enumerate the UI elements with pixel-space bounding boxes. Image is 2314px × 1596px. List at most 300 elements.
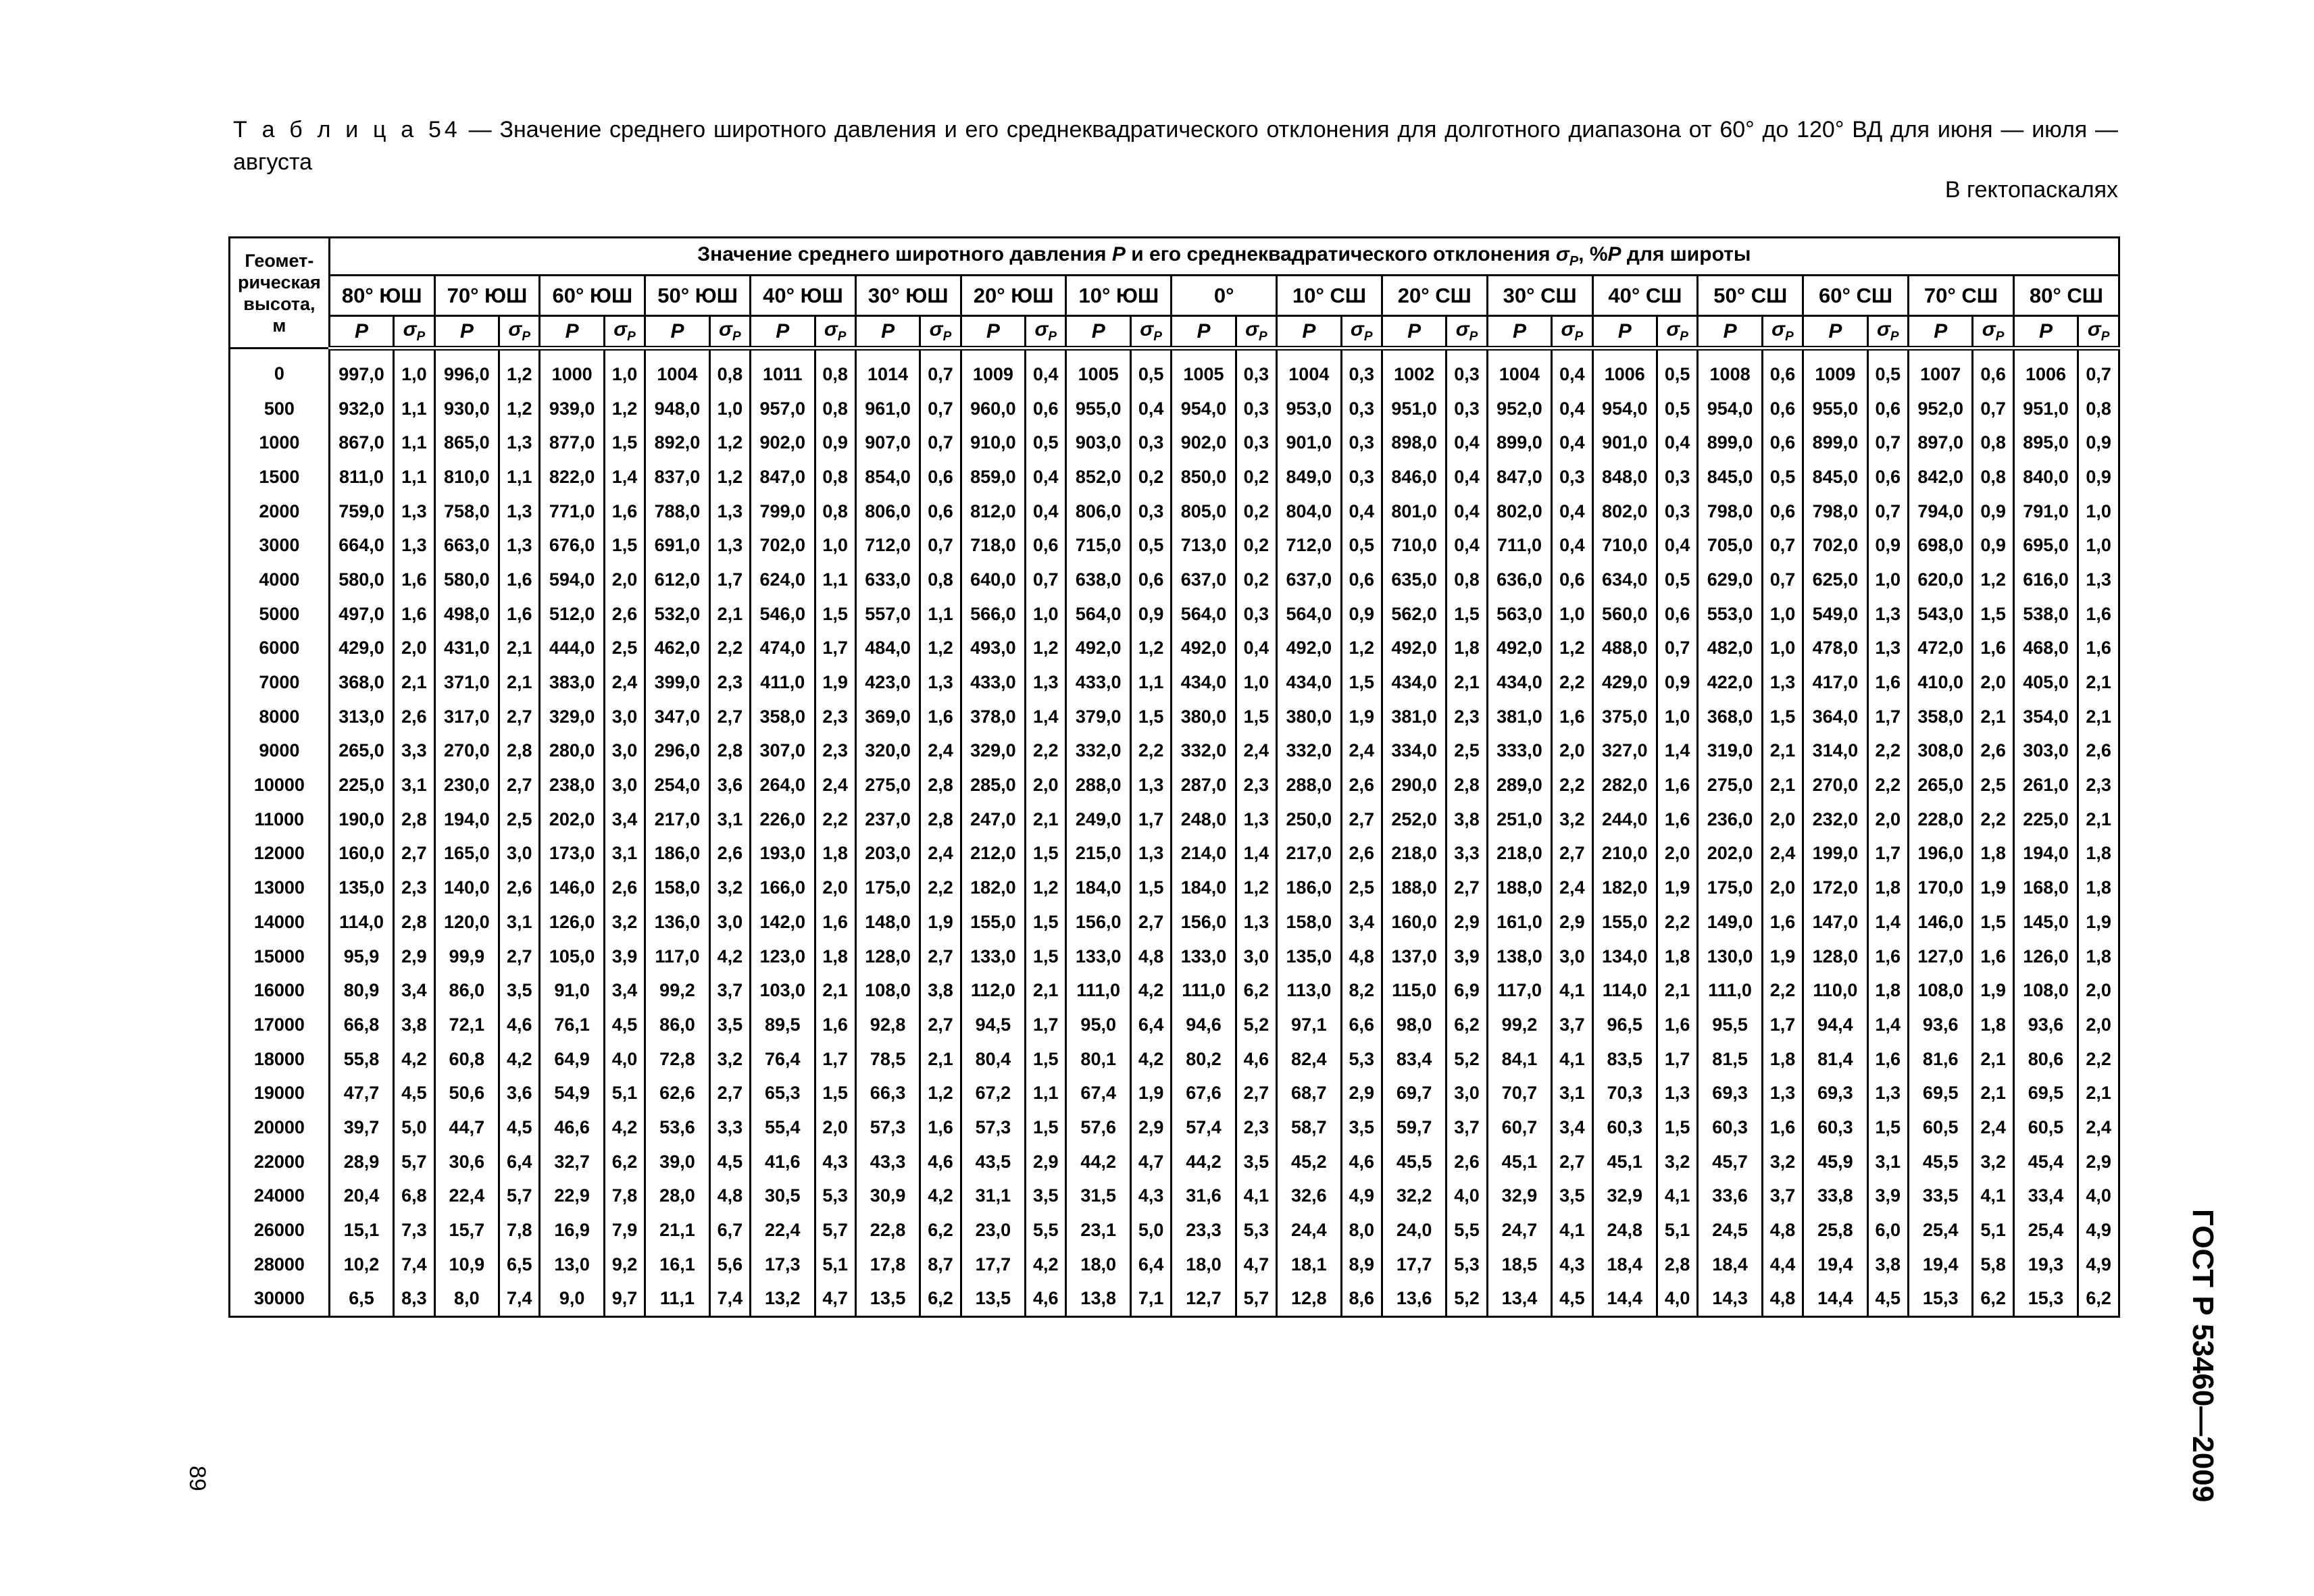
sigma-cell: 2,3 — [394, 871, 434, 905]
pressure-cell: 99,9 — [434, 939, 499, 974]
sigma-cell: 5,3 — [1447, 1247, 1487, 1282]
pressure-cell: 317,0 — [434, 700, 499, 734]
sigma-cell: 2,2 — [1973, 802, 2013, 837]
sigma-cell: 1,9 — [2078, 905, 2119, 939]
pressure-cell: 840,0 — [2013, 460, 2078, 494]
sigma-cell: 1,6 — [394, 563, 434, 597]
pressure-cell: 845,0 — [1803, 460, 1868, 494]
latitude-header: 60° ЮШ — [540, 276, 645, 316]
pressure-cell: 113,0 — [1277, 973, 1342, 1008]
pressure-cell: 433,0 — [961, 665, 1026, 700]
p-symbol-header: P — [1066, 316, 1131, 349]
pressure-cell: 165,0 — [434, 837, 499, 871]
pressure-cell: 60,3 — [1698, 1110, 1763, 1145]
pressure-cell: 218,0 — [1382, 837, 1447, 871]
p-symbol-header: P — [1908, 316, 1973, 349]
pressure-cell: 160,0 — [329, 837, 394, 871]
sigma-cell: 0,6 — [920, 460, 961, 494]
pressure-cell: 60,5 — [2013, 1110, 2078, 1145]
pressure-cell: 1006 — [2013, 349, 2078, 392]
pressure-cell: 126,0 — [2013, 939, 2078, 974]
pressure-cell: 175,0 — [855, 871, 920, 905]
pressure-cell: 635,0 — [1382, 563, 1447, 597]
sigma-cell: 0,6 — [1341, 563, 1382, 597]
pressure-cell: 492,0 — [1066, 632, 1131, 666]
sigma-cell: 0,8 — [2078, 392, 2119, 426]
table-row — [230, 1213, 2119, 1247]
pressure-cell: 788,0 — [645, 494, 710, 529]
pressure-cell: 859,0 — [961, 460, 1026, 494]
sigma-symbol-header: $\sigma_P$ — [1026, 316, 1066, 349]
pressure-cell: 186,0 — [1277, 871, 1342, 905]
height-cell: 16000 — [230, 973, 330, 1008]
table-row — [230, 1282, 2119, 1317]
pressure-cell: 225,0 — [2013, 802, 2078, 837]
document-code: ГОСТ Р 53460—2009 — [2186, 1209, 2219, 1503]
sigma-cell: 8,6 — [1341, 1282, 1382, 1317]
sigma-cell: 4,2 — [920, 1179, 961, 1214]
sigma-cell: 0,4 — [1657, 528, 1698, 563]
pressure-cell: 45,9 — [1803, 1145, 1868, 1179]
table-row — [230, 837, 2119, 871]
sigma-cell: 5,1 — [604, 1076, 645, 1110]
pressure-cell: 637,0 — [1172, 563, 1236, 597]
sigma-cell: 4,6 — [920, 1145, 961, 1179]
pressure-cell: 59,7 — [1382, 1110, 1447, 1145]
sigma-cell: 2,7 — [1552, 837, 1592, 871]
pressure-cell: 1009 — [1803, 349, 1868, 392]
pressure-cell: 371,0 — [434, 665, 499, 700]
sigma-cell: 1,7 — [815, 1042, 855, 1077]
pressure-cell: 95,0 — [1066, 1008, 1131, 1042]
sigma-cell: 5,3 — [1236, 1213, 1276, 1247]
sigma-cell: 4,4 — [1762, 1247, 1803, 1282]
pressure-cell: 332,0 — [1172, 734, 1236, 769]
sigma-cell: 3,7 — [1447, 1110, 1487, 1145]
sigma-cell: 1,3 — [709, 528, 750, 563]
sigma-cell: 0,8 — [815, 392, 855, 426]
pressure-cell: 30,5 — [751, 1179, 815, 1214]
sigma-cell: 0,3 — [1130, 426, 1171, 460]
pressure-cell: 431,0 — [434, 632, 499, 666]
pressure-cell: 215,0 — [1066, 837, 1131, 871]
pressure-cell: 31,1 — [961, 1179, 1026, 1214]
sigma-cell: 3,9 — [1447, 939, 1487, 974]
sigma-cell: 3,0 — [709, 905, 750, 939]
sigma-cell: 0,6 — [1552, 563, 1592, 597]
pressure-cell: 303,0 — [2013, 734, 2078, 769]
sigma-cell: 5,7 — [1236, 1282, 1276, 1317]
sigma-cell: 6,2 — [1236, 973, 1276, 1008]
table-caption — [233, 113, 2118, 178]
height-column-header: Геомет- рическая высота, м — [230, 238, 330, 349]
sigma-cell: 1,9 — [920, 905, 961, 939]
sigma-cell: 4,9 — [2078, 1247, 2119, 1282]
latitude-header: 50° ЮШ — [645, 276, 751, 316]
sigma-cell: 2,6 — [604, 871, 645, 905]
pressure-cell: 248,0 — [1172, 802, 1236, 837]
pressure-cell: 44,7 — [434, 1110, 499, 1145]
sigma-cell: 1,6 — [604, 494, 645, 529]
pressure-cell: 902,0 — [1172, 426, 1236, 460]
sigma-cell: 6,8 — [394, 1179, 434, 1214]
sigma-cell: 3,6 — [499, 1076, 540, 1110]
sigma-cell: 2,0 — [1657, 837, 1698, 871]
sigma-cell: 1,2 — [709, 460, 750, 494]
pressure-cell: 478,0 — [1803, 632, 1868, 666]
sigma-cell: 7,4 — [499, 1282, 540, 1317]
sigma-cell: 4,3 — [1130, 1179, 1171, 1214]
sigma-cell: 1,0 — [1762, 632, 1803, 666]
pressure-cell: 877,0 — [540, 426, 605, 460]
sigma-cell: 4,7 — [1130, 1145, 1171, 1179]
height-cell: 24000 — [230, 1179, 330, 1214]
pressure-cell: 952,0 — [1487, 392, 1552, 426]
pressure-cell: 492,0 — [1487, 632, 1552, 666]
pressure-cell: 32,9 — [1487, 1179, 1552, 1214]
p-symbol-header: P — [961, 316, 1026, 349]
sigma-cell: 2,1 — [1762, 768, 1803, 802]
sigma-cell: 2,0 — [2078, 1008, 2119, 1042]
sigma-cell: 3,5 — [1026, 1179, 1066, 1214]
sigma-cell: 2,7 — [709, 1076, 750, 1110]
sigma-cell: 0,7 — [1867, 494, 1908, 529]
pressure-cell: 62,6 — [645, 1076, 710, 1110]
pressure-cell: 175,0 — [1698, 871, 1763, 905]
sigma-cell: 0,5 — [1657, 392, 1698, 426]
pressure-cell: 1014 — [855, 349, 920, 392]
pressure-cell: 1011 — [751, 349, 815, 392]
pressure-cell: 17,7 — [961, 1247, 1026, 1282]
sigma-cell: 0,9 — [1341, 597, 1382, 632]
height-cell: 9000 — [230, 734, 330, 769]
pressure-cell: 638,0 — [1066, 563, 1131, 597]
height-cell: 0 — [230, 349, 330, 392]
pressure-cell: 901,0 — [1277, 426, 1342, 460]
sigma-cell: 6,4 — [499, 1145, 540, 1179]
table-body — [230, 349, 2119, 1317]
pressure-cell: 80,9 — [329, 973, 394, 1008]
pressure-cell: 319,0 — [1698, 734, 1763, 769]
pressure-cell: 69,5 — [2013, 1076, 2078, 1110]
pressure-cell: 563,0 — [1487, 597, 1552, 632]
pressure-cell: 45,5 — [1382, 1145, 1447, 1179]
sigma-cell: 7,9 — [604, 1213, 645, 1247]
pressure-cell: 155,0 — [961, 905, 1026, 939]
pressure-cell: 133,0 — [961, 939, 1026, 974]
pressure-cell: 114,0 — [329, 905, 394, 939]
values-group-header: Значение среднего широтного давления P и его среднеквадратического отклонения $\sigma_P$, %P для широты — [329, 238, 2119, 276]
latitude-header: 10° ЮШ — [1066, 276, 1172, 316]
pressure-cell: 280,0 — [540, 734, 605, 769]
sigma-cell: 3,0 — [604, 700, 645, 734]
pressure-cell: 951,0 — [1382, 392, 1447, 426]
sigma-cell: 4,2 — [709, 939, 750, 974]
sigma-cell: 2,9 — [1130, 1110, 1171, 1145]
pressure-cell: 94,6 — [1172, 1008, 1236, 1042]
sigma-cell: 2,0 — [1026, 768, 1066, 802]
pressure-cell: 612,0 — [645, 563, 710, 597]
height-cell: 11000 — [230, 802, 330, 837]
sigma-cell: 4,5 — [1552, 1282, 1592, 1317]
pressure-cell: 15,7 — [434, 1213, 499, 1247]
pressure-cell: 307,0 — [751, 734, 815, 769]
pressure-cell: 22,4 — [434, 1179, 499, 1214]
sigma-cell: 4,1 — [1657, 1179, 1698, 1214]
sigma-cell: 2,0 — [1867, 802, 1908, 837]
pressure-cell: 810,0 — [434, 460, 499, 494]
pressure-cell: 1005 — [1066, 349, 1131, 392]
pressure-cell: 718,0 — [961, 528, 1026, 563]
sigma-cell: 3,7 — [1762, 1179, 1803, 1214]
latitude-header: 30° ЮШ — [855, 276, 961, 316]
sigma-cell: 1,2 — [709, 426, 750, 460]
height-cell: 500 — [230, 392, 330, 426]
sigma-cell: 8,7 — [920, 1247, 961, 1282]
pressure-cell: 33,4 — [2013, 1179, 2078, 1214]
pressure-cell: 217,0 — [645, 802, 710, 837]
pressure-cell: 13,2 — [751, 1282, 815, 1317]
pressure-cell: 375,0 — [1592, 700, 1657, 734]
sigma-cell: 2,0 — [1762, 871, 1803, 905]
sigma-cell: 0,9 — [1973, 528, 2013, 563]
pressure-cell: 691,0 — [645, 528, 710, 563]
sigma-cell: 4,5 — [604, 1008, 645, 1042]
sigma-cell: 1,1 — [815, 563, 855, 597]
table-row — [230, 802, 2119, 837]
table-row — [230, 1042, 2119, 1077]
pressure-cell: 22,9 — [540, 1179, 605, 1214]
pressure-cell: 11,1 — [645, 1282, 710, 1317]
sigma-cell: 6,2 — [1447, 1008, 1487, 1042]
sigma-symbol-header: $\sigma_P$ — [1552, 316, 1592, 349]
pressure-cell: 334,0 — [1382, 734, 1447, 769]
pressure-cell: 264,0 — [751, 768, 815, 802]
pressure-cell: 952,0 — [1908, 392, 1973, 426]
sigma-cell: 1,3 — [394, 528, 434, 563]
sigma-cell: 3,2 — [604, 905, 645, 939]
pressure-cell: 30,9 — [855, 1179, 920, 1214]
sigma-cell: 0,5 — [1867, 349, 1908, 392]
height-cell: 13000 — [230, 871, 330, 905]
sigma-cell: 2,0 — [2078, 973, 2119, 1008]
pressure-cell: 86,0 — [434, 973, 499, 1008]
pressure-cell: 594,0 — [540, 563, 605, 597]
sigma-cell: 2,2 — [1762, 973, 1803, 1008]
sigma-cell: 8,3 — [394, 1282, 434, 1317]
pressure-cell: 852,0 — [1066, 460, 1131, 494]
pressure-cell: 24,7 — [1487, 1213, 1552, 1247]
pressure-cell: 238,0 — [540, 768, 605, 802]
pressure-cell: 60,8 — [434, 1042, 499, 1077]
sigma-cell: 2,9 — [1341, 1076, 1382, 1110]
sigma-cell: 0,3 — [1341, 349, 1382, 392]
pressure-cell: 1005 — [1172, 349, 1236, 392]
sigma-cell: 2,4 — [1236, 734, 1276, 769]
sigma-cell: 2,7 — [920, 1008, 961, 1042]
pressure-cell: 275,0 — [1698, 768, 1763, 802]
sigma-cell: 2,6 — [394, 700, 434, 734]
pressure-cell: 95,5 — [1698, 1008, 1763, 1042]
sigma-cell: 2,9 — [1552, 905, 1592, 939]
sigma-symbol-header: $\sigma_P$ — [1236, 316, 1276, 349]
pressure-cell: 492,0 — [1382, 632, 1447, 666]
pressure-cell: 182,0 — [1592, 871, 1657, 905]
pressure-cell: 771,0 — [540, 494, 605, 529]
pressure-cell: 44,2 — [1172, 1145, 1236, 1179]
sigma-cell: 2,2 — [1552, 768, 1592, 802]
pressure-cell: 91,0 — [540, 973, 605, 1008]
sigma-cell: 2,2 — [815, 802, 855, 837]
pressure-cell: 629,0 — [1698, 563, 1763, 597]
pressure-cell: 230,0 — [434, 768, 499, 802]
pressure-cell: 57,3 — [961, 1110, 1026, 1145]
pressure-cell: 410,0 — [1908, 665, 1973, 700]
sigma-cell: 0,7 — [1867, 426, 1908, 460]
pressure-cell: 405,0 — [2013, 665, 2078, 700]
sigma-cell: 2,7 — [1341, 802, 1382, 837]
sigma-cell: 1,2 — [920, 632, 961, 666]
latitude-header: 40° ЮШ — [751, 276, 856, 316]
latitude-header: 20° СШ — [1382, 276, 1487, 316]
pressure-cell: 354,0 — [2013, 700, 2078, 734]
sigma-cell: 0,6 — [1762, 494, 1803, 529]
sigma-cell: 2,2 — [1867, 734, 1908, 769]
pressure-cell: 423,0 — [855, 665, 920, 700]
sigma-cell: 2,3 — [709, 665, 750, 700]
pressure-cell: 138,0 — [1487, 939, 1552, 974]
sigma-cell: 1,2 — [920, 1076, 961, 1110]
sigma-cell: 3,4 — [1552, 1110, 1592, 1145]
pressure-cell: 95,9 — [329, 939, 394, 974]
pressure-cell: 378,0 — [961, 700, 1026, 734]
sigma-cell: 0,7 — [2078, 349, 2119, 392]
pressure-cell: 194,0 — [434, 802, 499, 837]
sigma-cell: 1,5 — [1026, 837, 1066, 871]
sigma-cell: 0,6 — [1762, 349, 1803, 392]
sigma-cell: 3,1 — [709, 802, 750, 837]
height-cell: 19000 — [230, 1076, 330, 1110]
pressure-cell: 899,0 — [1487, 426, 1552, 460]
pressure-cell: 60,3 — [1592, 1110, 1657, 1145]
pressure-cell: 50,6 — [434, 1076, 499, 1110]
pressure-cell: 698,0 — [1908, 528, 1973, 563]
pressure-cell: 45,2 — [1277, 1145, 1342, 1179]
pressure-cell: 265,0 — [329, 734, 394, 769]
sigma-cell: 0,4 — [1447, 528, 1487, 563]
sigma-cell: 1,7 — [1130, 802, 1171, 837]
table-row — [230, 939, 2119, 974]
pressure-cell: 512,0 — [540, 597, 605, 632]
sigma-cell: 1,6 — [920, 700, 961, 734]
pressure-cell: 12,7 — [1172, 1282, 1236, 1317]
height-cell: 30000 — [230, 1282, 330, 1317]
sigma-cell: 2,5 — [1341, 871, 1382, 905]
table-row — [230, 905, 2119, 939]
pressure-cell: 270,0 — [1803, 768, 1868, 802]
sigma-cell: 7,3 — [394, 1213, 434, 1247]
pressure-cell: 1004 — [1277, 349, 1342, 392]
sigma-cell: 3,5 — [1552, 1179, 1592, 1214]
sigma-cell: 2,1 — [1026, 973, 1066, 1008]
pressure-cell: 28,9 — [329, 1145, 394, 1179]
pressure-cell: 932,0 — [329, 392, 394, 426]
sigma-cell: 4,7 — [1236, 1247, 1276, 1282]
pressure-cell: 123,0 — [751, 939, 815, 974]
pressure-cell: 117,0 — [1487, 973, 1552, 1008]
pressure-cell: 202,0 — [540, 802, 605, 837]
sigma-cell: 2,2 — [1657, 905, 1698, 939]
pressure-cell: 381,0 — [1382, 700, 1447, 734]
pressure-cell: 13,0 — [540, 1247, 605, 1282]
sigma-cell: 2,1 — [1973, 1076, 2013, 1110]
pressure-cell: 78,5 — [855, 1042, 920, 1077]
table-row — [230, 768, 2119, 802]
pressure-cell: 251,0 — [1487, 802, 1552, 837]
sigma-cell: 0,8 — [709, 349, 750, 392]
pressure-cell: 847,0 — [751, 460, 815, 494]
pressure-cell: 65,3 — [751, 1076, 815, 1110]
pressure-cell: 188,0 — [1382, 871, 1447, 905]
pressure-cell: 53,6 — [645, 1110, 710, 1145]
sigma-cell: 0,4 — [1026, 494, 1066, 529]
sigma-cell: 0,3 — [1236, 426, 1276, 460]
sigma-cell: 1,8 — [1762, 1042, 1803, 1077]
pressure-cell: 802,0 — [1487, 494, 1552, 529]
pressure-cell: 842,0 — [1908, 460, 1973, 494]
pressure-cell: 663,0 — [434, 528, 499, 563]
sigma-cell: 5,1 — [1973, 1213, 2013, 1247]
sigma-cell: 4,5 — [709, 1145, 750, 1179]
height-cell: 2000 — [230, 494, 330, 529]
pressure-cell: 381,0 — [1487, 700, 1552, 734]
sigma-cell: 1,9 — [815, 665, 855, 700]
sigma-cell: 1,0 — [2078, 528, 2119, 563]
sigma-cell: 4,6 — [1026, 1282, 1066, 1317]
sigma-cell: 2,7 — [499, 768, 540, 802]
pressure-cell: 801,0 — [1382, 494, 1447, 529]
sigma-cell: 4,8 — [1130, 939, 1171, 974]
pressure-cell: 901,0 — [1592, 426, 1657, 460]
pressure-cell: 170,0 — [1908, 871, 1973, 905]
pressure-cell: 76,1 — [540, 1008, 605, 1042]
pressure-cell: 83,4 — [1382, 1042, 1447, 1077]
height-cell: 1000 — [230, 426, 330, 460]
sigma-cell: 1,1 — [499, 460, 540, 494]
sigma-cell: 0,4 — [1026, 349, 1066, 392]
sigma-symbol-header: $\sigma_P$ — [709, 316, 750, 349]
pressure-cell: 45,4 — [2013, 1145, 2078, 1179]
sigma-cell: 7,8 — [604, 1179, 645, 1214]
sigma-cell: 2,4 — [815, 768, 855, 802]
latitude-header-row — [230, 276, 2119, 316]
pressure-cell: 33,6 — [1698, 1179, 1763, 1214]
sigma-cell: 0,6 — [1867, 460, 1908, 494]
sigma-cell: 2,6 — [1973, 734, 2013, 769]
sigma-cell: 2,7 — [1130, 905, 1171, 939]
sigma-cell: 3,3 — [1447, 837, 1487, 871]
pressure-cell: 24,5 — [1698, 1213, 1763, 1247]
pressure-cell: 849,0 — [1277, 460, 1342, 494]
p-symbol-header: P — [645, 316, 710, 349]
pressure-cell: 364,0 — [1803, 700, 1868, 734]
pressure-cell: 898,0 — [1382, 426, 1447, 460]
sigma-cell: 0,9 — [1130, 597, 1171, 632]
sigma-cell: 1,3 — [1130, 837, 1171, 871]
sigma-cell: 5,6 — [709, 1247, 750, 1282]
sigma-cell: 0,4 — [1026, 460, 1066, 494]
pressure-cell: 1007 — [1908, 349, 1973, 392]
